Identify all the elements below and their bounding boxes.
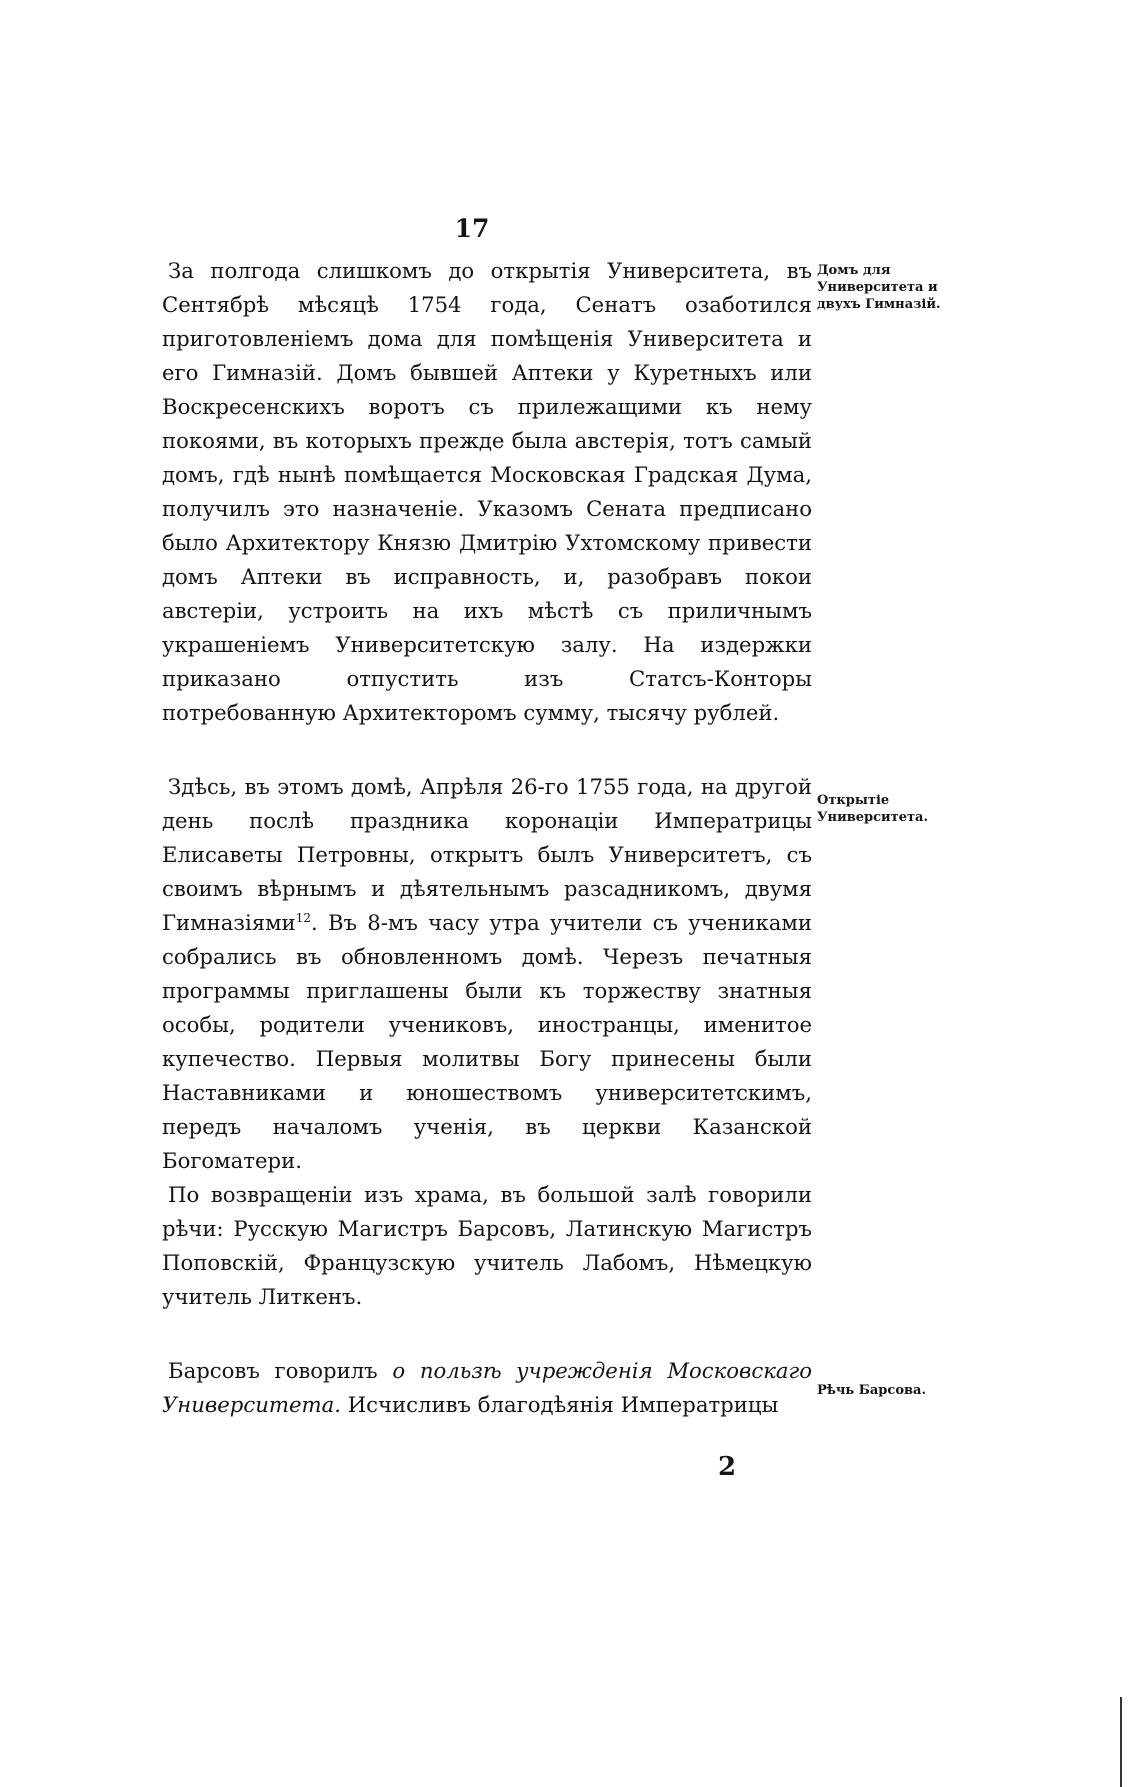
signature-mark: 2 xyxy=(718,1452,737,1482)
paragraph-2-part-2: . Въ 8-мъ часу утра учители съ учениками собрались въ обновленномъ домѣ. Черезъ печатныя программы приглашены были къ торжеству знатныя особы, родители учениковъ, иностранцы, именитое купечество. Первыя молитвы Богу принесены были Наставниками и юношествомъ университетскимъ, передъ началомъ ученія, въ церкви Казанской Богоматери. xyxy=(162,910,812,1173)
paragraph-3: По возвращеніи изъ храма, въ большой залѣ говорили рѣчи: Русскую Магистръ Барсовъ, Латинскую Магистръ Поповскій, Французскую учитель Лабомъ, Нѣмецкую учитель Литкенъ. xyxy=(162,1182,812,1309)
margin-note-house: Домъ для Университета и двухъ Гимназій. xyxy=(817,263,941,312)
paragraph-4 xyxy=(162,1354,812,1422)
page-number: 17 xyxy=(454,214,490,243)
paragraph-1: За полгода слишкомъ до открытія Университета, въ Сентябрѣ мѣсяцѣ 1754 года, Сенатъ озаботился приготовленіемъ дома для помѣщенія Университета и его Гимназій. Домъ бывшей Аптеки у Куретныхъ или Воскресенскихъ воротъ съ прилежащими къ нему покоями, въ которыхъ прежде была австерія, тотъ самый домъ, гдѣ нынѣ помѣщается Московская Градская Дума, получилъ это назначеніе. Указомъ Сената предписано было Архитектору Князю Дмитрію Ухтомскому привести домъ Аптеки въ исправность, и, разобравъ покои австеріи, устроить на ихъ мѣстѣ съ приличнымъ украшеніемъ Университетскую залу. На издержки приказано отпустить изъ Статсъ-Конторы потребованную Архитекторомъ сумму, тысячу рублей. xyxy=(162,258,812,725)
paragraph-2-part-1: Здѣсь, въ этомъ домѣ, Апрѣля 26-го 1755 года, на другой день послѣ праздника коронаціи Императрицы Елисаветы Петровны, открытъ былъ Университетъ, съ своимъ вѣрнымъ и дѣятельнымъ разсадникомъ, двумя Гимназіями xyxy=(162,774,812,935)
paragraph-4-part-2: Исчисливъ благодѣянія Императрицы xyxy=(340,1392,779,1417)
paragraph-4-part-1: Барсовъ говорилъ xyxy=(168,1358,393,1383)
scan-edge-line xyxy=(1120,1697,1140,1787)
margin-note-speech: Рѣчь Барсова. xyxy=(817,1383,926,1398)
speech-title: о пользѣ учрежденія Московскаго Университета. xyxy=(162,1358,812,1417)
paragraph-2 xyxy=(162,770,812,1178)
footnote-reference: 12 xyxy=(295,910,311,925)
margin-note-opening: Открытіе Университета. xyxy=(817,793,928,825)
main-text-column xyxy=(162,254,812,1422)
